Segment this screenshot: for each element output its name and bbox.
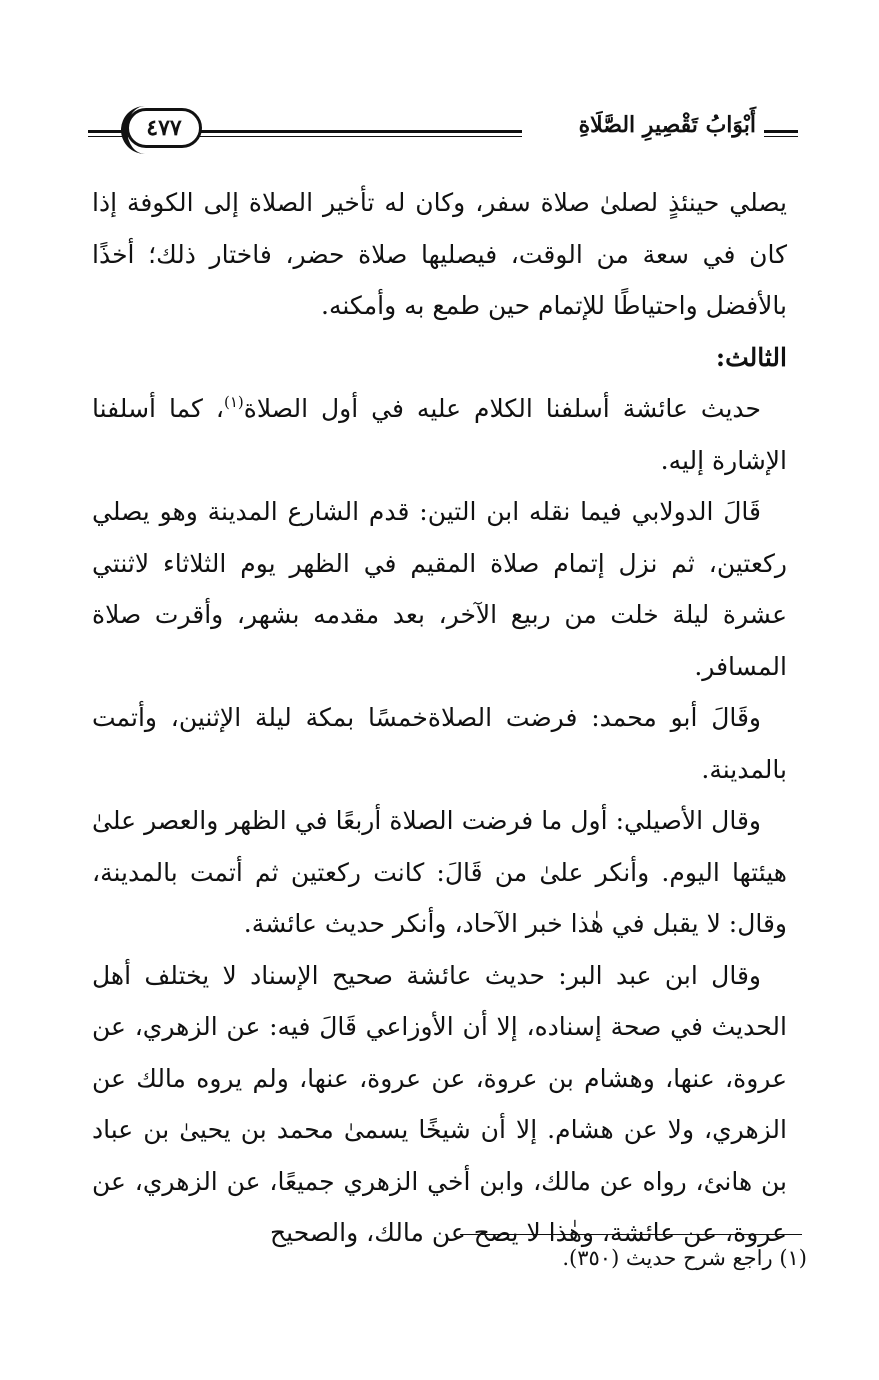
paragraph-4: وقَالَ أبو محمد: فرضت الصلاةخمسًا بمكة ليلة الإثنين، وأتمت بالمدينة.: [92, 703, 787, 784]
paragraph-3: قَالَ الدولابي فيما نقله ابن التين: قدم الشارع المدينة وهو يصلي ركعتين، ثم نزل إتمام صلاة المقيم في الظهر يوم الثلاثاء لاثنتي عشرة ليلة خلت من ربيع الآخر، بعد مقدمه بشهر، وأقرت صلاة المسافر.: [92, 497, 787, 681]
footnote-number: (١): [779, 1246, 807, 1270]
paragraph-6: وقال ابن عبد البر: حديث عائشة صحيح الإسناد لا يختلف أهل الحديث في صحة إسناده، إلا أن الأوزاعي قَالَ فيه: عن الزهري، عن عروة، عنها، وهشام بن عروة، عن عروة، عنها، ولم يروه مالك عن الزهري، ولا عن هشام. إلا أن شيخًا يسمىٰ محمد بن يحيىٰ بن عباد بن هانئ، رواه عن مالك، وابن أخي الزهري جميعًا، عن الزهري، عن عروة، عن عائشة، وهٰذا لا يصح عن مالك، والصحيح: [92, 960, 787, 1247]
paragraph-2-text-end: ، كما أسلفنا الإشارة إليه.: [92, 394, 787, 475]
footnote-divider: [460, 1234, 802, 1235]
footnote-text: راجع شرح حديث (٣٥٠).: [562, 1246, 773, 1270]
header-rule-middle: [200, 130, 522, 137]
footnote-reference: (١): [223, 393, 244, 411]
chapter-title: أَبْوَابُ تَقْصِيرِ الصَّلَاةِ: [578, 112, 756, 138]
paragraph-2: [92, 383, 787, 486]
page-number: ٤٧٧: [126, 108, 202, 148]
section-heading: الثالث:: [715, 342, 787, 372]
header-rule-right: [764, 130, 798, 137]
paragraph-1: يصلي حينئذٍ لصلىٰ صلاة سفر، وكان له تأخير الصلاة إلى الكوفة إذا كان في سعة من الوقت، فيصليها صلاة حضر، فاختار ذلك؛ أخذًا بالأفضل واحتياطًا للإتمام حين طمع به وأمكنه.: [92, 188, 787, 320]
running-header: [88, 100, 798, 164]
paragraph-2-text: حديث عائشة أسلفنا الكلام عليه في أول الصلاة: [243, 394, 761, 423]
main-text: [92, 177, 787, 1259]
footnote: [562, 1246, 807, 1270]
header-rule-left: [88, 130, 128, 137]
paragraph-5: وقال الأصيلي: أول ما فرضت الصلاة أربعًا في الظهر والعصر علىٰ هيئتها اليوم. وأنكر علىٰ من قَالَ: كانت ركعتين ثم أتمت بالمدينة، وقال: لا يقبل في هٰذا خبر الآحاد، وأنكر حديث عائشة.: [92, 806, 787, 938]
